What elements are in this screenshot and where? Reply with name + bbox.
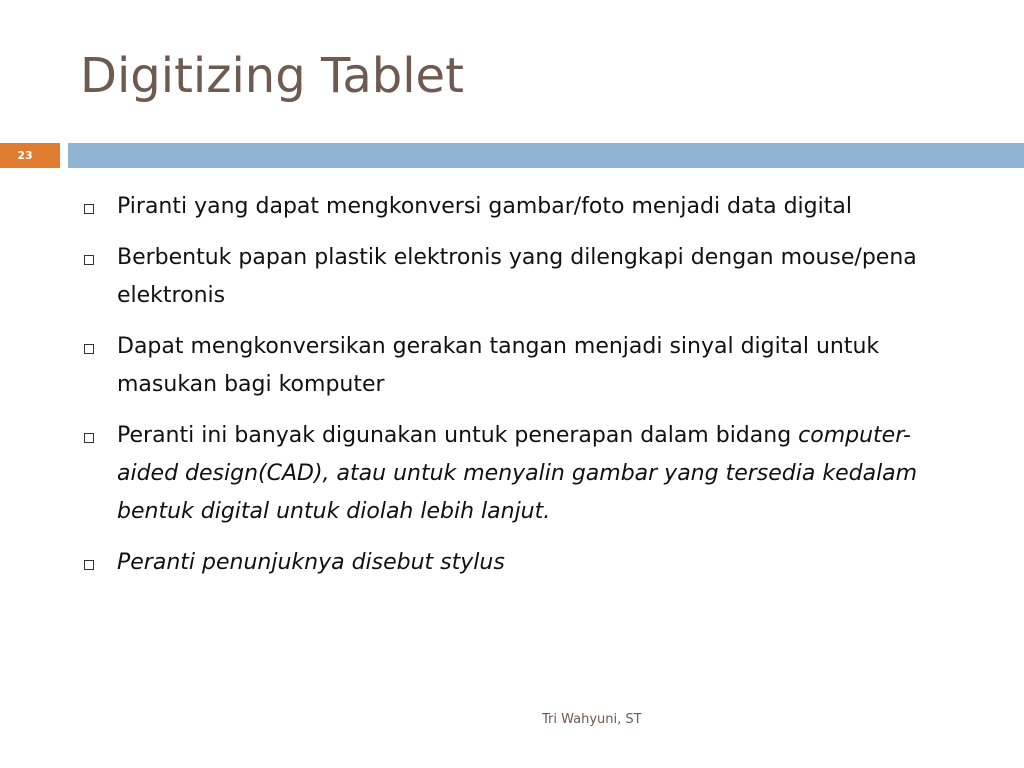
bullet-text: Peranti ini banyak digunakan untuk penerapan dalam bidang xyxy=(117,423,799,448)
bullet-list xyxy=(80,188,950,595)
bullet-item xyxy=(80,417,950,531)
footer-author: Tri Wahyuni, ST xyxy=(542,712,642,727)
bullet-text: Berbentuk papan plastik elektronis yang dilengkapi dengan mouse/pena elektronis xyxy=(117,245,917,308)
bullet-text-italic: computer-aided design(CAD), atau untuk menyalin gambar yang tersedia kedalam bentuk digital untuk diolah lebih lanjut. xyxy=(117,423,918,524)
bullet-item xyxy=(80,544,950,582)
square-bullet-icon xyxy=(84,560,94,570)
slide-title: Digitizing Tablet xyxy=(80,48,464,104)
square-bullet-icon xyxy=(84,255,94,265)
title-bar xyxy=(0,143,1024,168)
accent-strip xyxy=(68,143,1024,168)
square-bullet-icon xyxy=(84,204,94,214)
bullet-text-italic: Peranti penunjuknya disebut stylus xyxy=(117,550,505,575)
bullet-item xyxy=(80,239,950,315)
slide-number: 23 xyxy=(0,143,60,168)
square-bullet-icon xyxy=(84,344,94,354)
square-bullet-icon xyxy=(84,433,94,443)
bullet-item xyxy=(80,328,950,404)
bullet-item xyxy=(80,188,950,226)
bullet-text: Dapat mengkonversikan gerakan tangan menjadi sinyal digital untuk masukan bagi komputer xyxy=(117,334,880,397)
bullet-text: Piranti yang dapat mengkonversi gambar/foto menjadi data digital xyxy=(117,194,852,219)
